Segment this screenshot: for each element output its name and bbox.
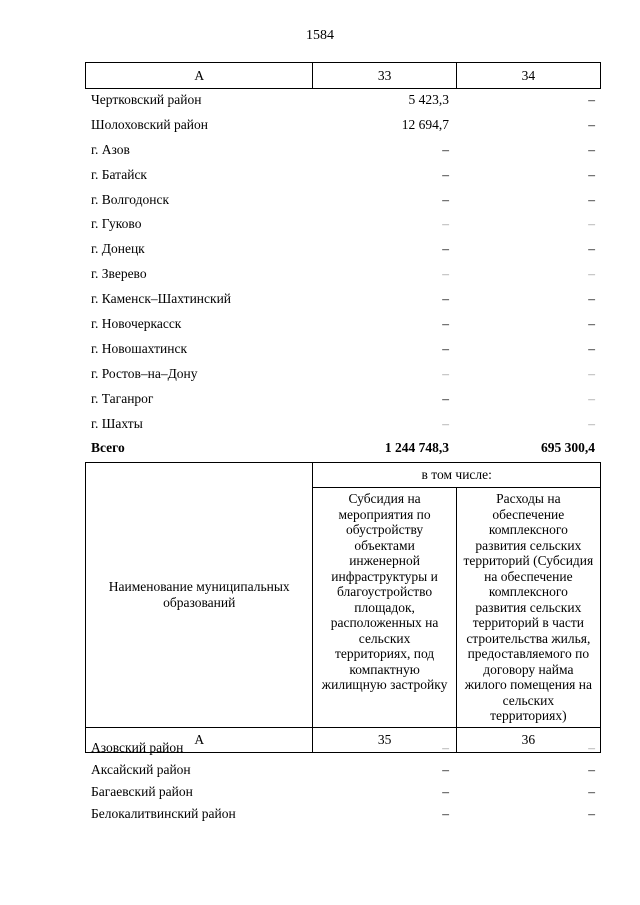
value-col-33: – — [442, 266, 449, 282]
table-row — [91, 287, 595, 312]
municipality-name: Шолоховский район — [91, 116, 208, 132]
value-col-35: – — [442, 784, 449, 799]
including-header: в том числе: — [313, 463, 601, 488]
municipality-name: г. Волгодонск — [91, 191, 170, 207]
value-col-33: 1 244 748,3 — [384, 440, 449, 456]
table-row — [91, 188, 595, 213]
municipality-name: г. Шахты — [91, 415, 143, 431]
col-36-description: Расходы на обеспечение комплексного развития сельских территорий (Субсидия на обеспечение комплексного развития сельских территорий в части строительства жилья, предоставляемого по договору найма жилого помещения на сельских территориях) — [456, 488, 600, 728]
municipality-name: г. Таганрог — [91, 390, 154, 406]
value-col-33: – — [442, 291, 449, 307]
table2-header — [85, 462, 601, 753]
table-row — [91, 337, 595, 362]
value-col-36: – — [588, 784, 595, 799]
value-col-36: – — [588, 762, 595, 777]
value-col-34: – — [588, 241, 595, 257]
value-col-33: – — [442, 191, 449, 207]
col-36-number: 36 — [456, 727, 600, 752]
table-row — [91, 803, 595, 825]
table-row — [91, 387, 595, 412]
municipality-name: г. Ростов–на–Дону — [91, 365, 198, 381]
value-col-33: 5 423,3 — [408, 92, 449, 107]
value-col-36: – — [588, 806, 595, 821]
table-row — [91, 412, 595, 437]
table-row — [91, 138, 595, 163]
col-35-description: Субсидия на мероприятия по обустройству объектами инженерной инфраструктуры и благоустройство площадок, расположенных на сельских территориях, под компактную жилищную застройку — [313, 488, 456, 728]
municipality-name: г. Новочеркасск — [91, 316, 182, 332]
table-row — [91, 237, 595, 262]
municipality-name: г. Каменск–Шахтинский — [91, 291, 232, 307]
table-row — [91, 312, 595, 337]
municipality-name: Всего — [91, 440, 125, 456]
value-col-34: – — [588, 415, 595, 431]
value-col-33: – — [442, 216, 449, 232]
table1-body — [91, 88, 595, 461]
col-35-number: 35 — [313, 727, 456, 752]
value-col-33: – — [442, 166, 449, 182]
value-col-33: – — [442, 365, 449, 381]
municipality-name: Азовский район — [91, 740, 184, 755]
col-a-header: А — [86, 63, 313, 89]
value-col-33: 12 694,7 — [401, 116, 449, 132]
value-col-34: – — [588, 116, 595, 132]
table-row — [91, 113, 595, 138]
municipality-name: г. Гуково — [91, 216, 142, 232]
municipality-name-header: Наименование муниципальных образований — [86, 463, 313, 728]
value-col-34: – — [588, 92, 595, 107]
page-number: 1584 — [306, 28, 334, 43]
table1-header — [85, 62, 601, 89]
col-33-header: 33 — [313, 63, 456, 89]
table-row — [91, 262, 595, 287]
value-col-36: – — [588, 740, 595, 755]
value-col-33: – — [442, 141, 449, 157]
value-col-35: – — [442, 740, 449, 755]
value-col-33: – — [442, 415, 449, 431]
municipality-name: Багаевский район — [91, 784, 193, 799]
col-34-header: 34 — [456, 63, 600, 89]
municipality-name: Аксайский район — [91, 762, 191, 777]
table-row — [91, 737, 595, 759]
value-col-34: 695 300,4 — [541, 440, 595, 456]
table-row — [91, 88, 595, 113]
table-row — [91, 163, 595, 188]
table-row — [91, 759, 595, 781]
value-col-34: – — [588, 216, 595, 232]
value-col-34: – — [588, 266, 595, 282]
municipality-name: Чертковский район — [91, 92, 202, 107]
value-col-34: – — [588, 316, 595, 332]
municipality-name: г. Батайск — [91, 166, 147, 182]
table-row — [91, 781, 595, 803]
table-row — [91, 212, 595, 237]
value-col-33: – — [442, 241, 449, 257]
value-col-34: – — [588, 365, 595, 381]
value-col-34: – — [588, 291, 595, 307]
total-row — [91, 436, 595, 461]
value-col-35: – — [442, 762, 449, 777]
value-col-34: – — [588, 390, 595, 406]
municipality-name: г. Новошахтинск — [91, 340, 187, 356]
table2-body — [91, 737, 595, 825]
value-col-33: – — [442, 340, 449, 356]
col-a-number: А — [86, 727, 313, 752]
value-col-34: – — [588, 141, 595, 157]
table-row — [91, 362, 595, 387]
municipality-name: Белокалитвинский район — [91, 806, 236, 821]
municipality-name: г. Зверево — [91, 266, 147, 282]
municipality-name: г. Донецк — [91, 241, 145, 257]
value-col-34: – — [588, 166, 595, 182]
value-col-33: – — [442, 316, 449, 332]
value-col-35: – — [442, 806, 449, 821]
municipality-name: г. Азов — [91, 141, 130, 157]
value-col-34: – — [588, 340, 595, 356]
value-col-33: – — [442, 390, 449, 406]
value-col-34: – — [588, 191, 595, 207]
